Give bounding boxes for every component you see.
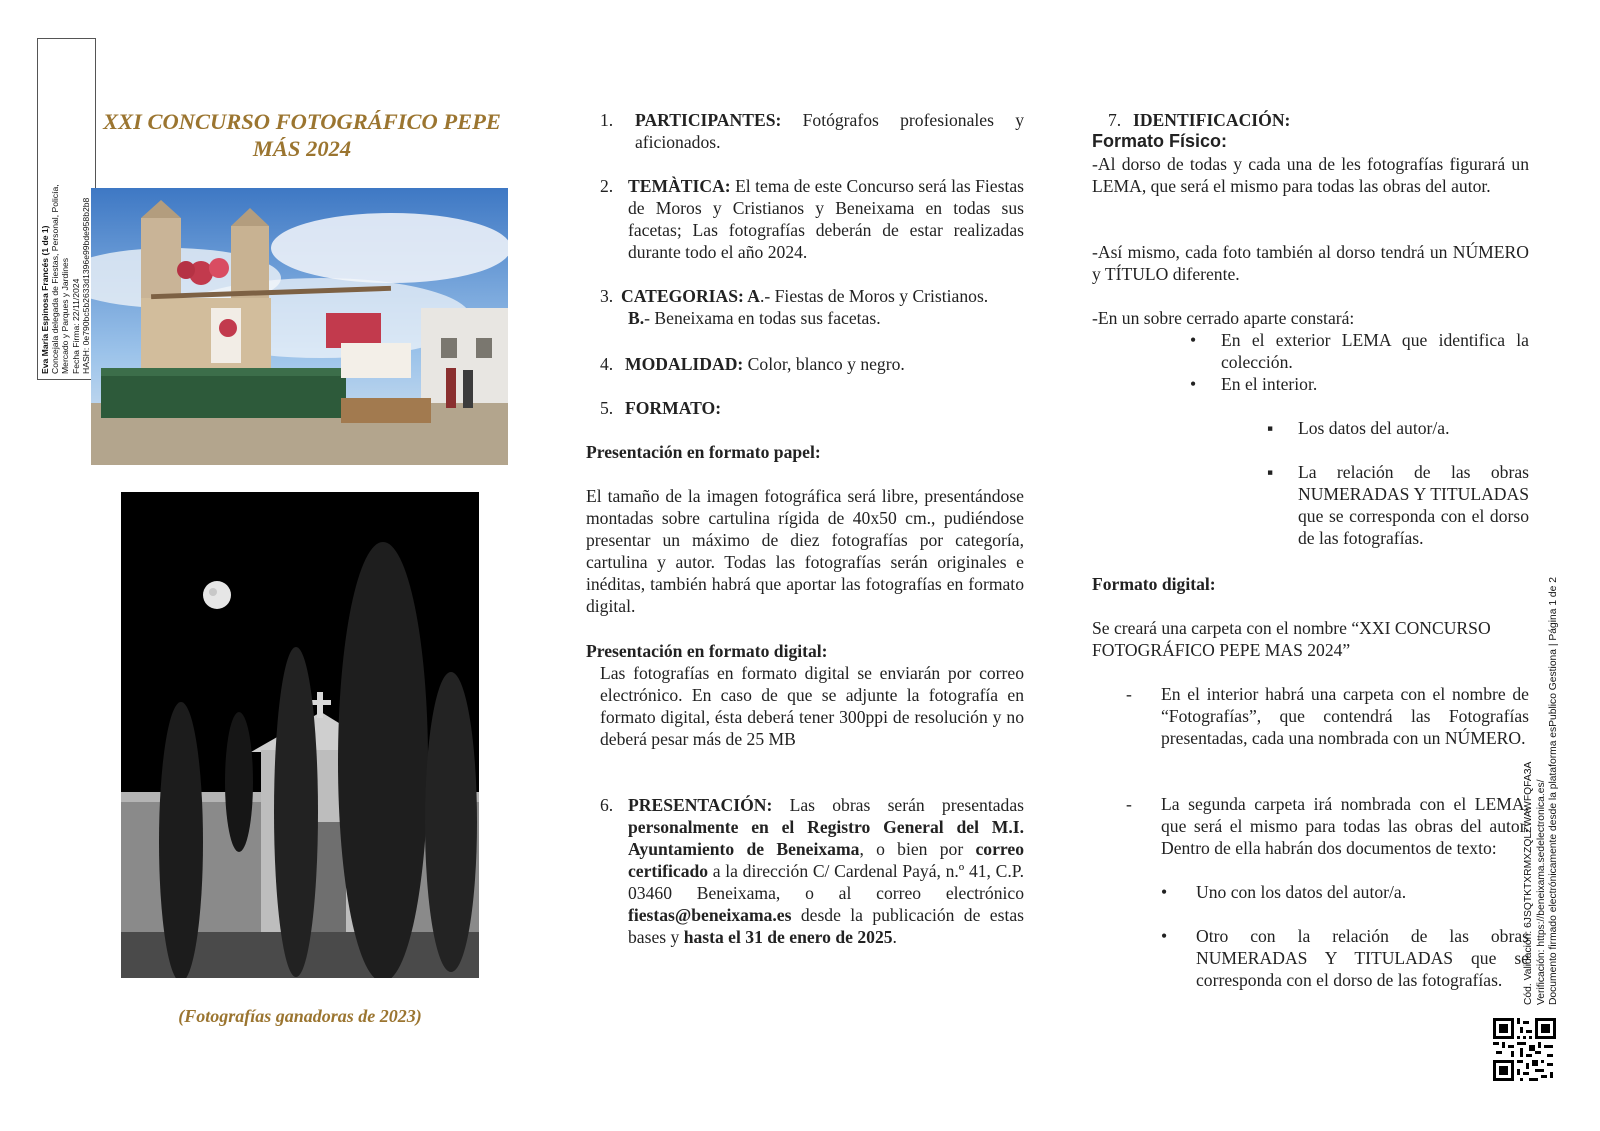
winning-photo-color bbox=[91, 188, 508, 465]
section-number: 3. bbox=[600, 286, 614, 306]
section-presentacion bbox=[600, 794, 1024, 948]
title-line-2: MÁS 2024 bbox=[252, 136, 352, 161]
signer-name: Eva María Espinosa Francés (1 de 1) bbox=[40, 225, 50, 374]
section-participantes bbox=[600, 109, 1024, 153]
signer-role: Concejala delegada de Fiestas, Personal, Policía, bbox=[50, 184, 61, 374]
section-heading: PARTICIPANTES: bbox=[635, 110, 782, 130]
list-item: En el exterior LEMA que identifica la colección. bbox=[1221, 330, 1529, 372]
bullet-icon: • bbox=[1190, 374, 1197, 394]
section-number: 4. bbox=[600, 354, 614, 374]
signature-text bbox=[37, 38, 94, 378]
physical-format-heading: Formato Físico: bbox=[1092, 131, 1228, 151]
square-bullet-icon: ▪ bbox=[1267, 418, 1274, 438]
section-heading: FORMATO: bbox=[625, 398, 722, 418]
verification-url: Verificación: https://beneixama.sedelectronica.es/ bbox=[1535, 779, 1547, 1005]
winning-photo-bw bbox=[121, 492, 479, 978]
list-item: Otro con la relación de las obras NUMERADAS Y TITULADAS que se corresponda con el dorso de las fotografías. bbox=[1196, 926, 1529, 990]
title-line-1: XXI CONCURSO FOTOGRÁFICO PEPE bbox=[103, 109, 501, 134]
square-bullet-icon: ▪ bbox=[1267, 462, 1274, 482]
section-categorias bbox=[600, 285, 1024, 329]
text-2: , o bien por bbox=[859, 839, 976, 859]
section-number: 2. bbox=[600, 176, 614, 196]
contest-title bbox=[92, 108, 512, 162]
list-item: La segunda carpeta irá nombrada con el LEMA, que será el mismo para todas las obras del autor. Dentro de ella habrán dos documentos de texto: bbox=[1161, 794, 1529, 858]
section-identificacion bbox=[1108, 109, 1528, 131]
section-text: Color, blanco y negro. bbox=[743, 354, 905, 374]
list-item: En el interior habrá una carpeta con el nombre de “Fotografías”, que contendrá las Fotografías presentadas, cada una nombrada con un NÚMERO. bbox=[1161, 684, 1529, 748]
list-item: Los datos del autor/a. bbox=[1298, 418, 1450, 438]
deadline: hasta el 31 de enero de 2025 bbox=[683, 927, 893, 947]
signature-date: Fecha Firma: 22/11/2024 bbox=[70, 278, 81, 374]
section-heading: TEMÀTICA: bbox=[628, 176, 731, 196]
list-item: La relación de las obras NUMERADAS Y TITULADAS que se corresponda con el dorso de las fotografías. bbox=[1298, 462, 1529, 548]
category-b-label: B. bbox=[628, 308, 645, 328]
qr-code bbox=[1493, 1018, 1556, 1081]
section-formato bbox=[600, 397, 1024, 419]
bold-1: personalmente en el Registro General del M.I. Ayuntamiento de Beneixama bbox=[628, 817, 1024, 859]
paper-format-heading-text: Presentación en formato papel: bbox=[586, 442, 821, 462]
physical-paragraph-2: -Así mismo, cada foto también al dorso tendrá un NÚMERO y TÍTULO diferente. bbox=[1092, 242, 1529, 284]
photo-caption: (Fotografías ganadoras de 2023) bbox=[178, 1006, 422, 1026]
paper-format-text: El tamaño de la imagen fotográfica será libre, presentándose montadas sobre cartulina rígida de 40x50 cm., pudiéndose presentar un máximo de diez fotografías por categoría, cartulina y autor. Todas las fotografías serán originales e inéditas, también habrá que aportar las fotografías en formato digital. bbox=[586, 486, 1024, 616]
digital-format-text: Las fotografías en formato digital se enviarán por correo electrónico. En caso de que se adjunte la fotografía en formato digital, ésta deberá tener 300ppi de resolución y no deberá pesar más de 25 MB bbox=[600, 663, 1024, 749]
category-b-text: - Beneixama en todas sus facetas. bbox=[644, 308, 881, 328]
section-modalidad bbox=[600, 353, 1024, 375]
list-item: Uno con los datos del autor/a. bbox=[1196, 882, 1407, 902]
dash-icon: - bbox=[1126, 794, 1132, 814]
signature-platform-note: Documento firmado electrónicamente desde la plataforma esPublico Gestiona | Página 1 de 2 bbox=[1548, 577, 1560, 1005]
digital-format-heading: Formato digital: bbox=[1092, 574, 1216, 594]
text-5: . bbox=[892, 927, 897, 947]
validation-code: Cód. Validación: 6JSQTKTXRMXZQLZWAWFQFA3A bbox=[1523, 761, 1534, 1005]
digital-format-heading bbox=[586, 640, 1026, 662]
section-text: .- Fiestas de Moros y Cristianos. bbox=[759, 286, 989, 306]
section-tematica bbox=[600, 175, 1024, 263]
dash-icon: - bbox=[1126, 684, 1132, 704]
list-item: En el interior. bbox=[1221, 374, 1318, 394]
section-text: Fotógrafos profesionales y aficionados. bbox=[635, 110, 1024, 152]
paper-format-heading bbox=[586, 441, 1026, 463]
text-1: Las obras serán presentadas bbox=[772, 795, 1024, 815]
bold-2: correo certificado bbox=[628, 839, 1024, 881]
bullet-icon: • bbox=[1161, 926, 1168, 946]
signer-role-2: Mercado y Parques y Jardines bbox=[60, 257, 71, 374]
text-3: a la dirección C/ Cardenal Payá, n.º 41, C.P. 03460 Beneixama, o al correo electrónico bbox=[628, 861, 1024, 903]
section-number: 5. bbox=[600, 398, 614, 418]
email-address: fiestas@beneixama.es bbox=[628, 905, 792, 925]
section-text: El tema de este Concurso será las Fiestas de Moros y Cristianos y Beneixama en todas sus facetas; Las fotografías deberán de estar realizadas durante todo el año 2024. bbox=[628, 176, 1024, 262]
signature-hash: HASH: 0e790bc5b2633d1396e99bde958b2b8 bbox=[80, 197, 91, 374]
bullet-icon: • bbox=[1161, 882, 1168, 902]
section-heading: IDENTIFICACIÓN: bbox=[1133, 110, 1291, 130]
digital-format-heading-text: Presentación en formato digital: bbox=[586, 641, 828, 661]
text-4: desde la publicación de estas bases y bbox=[628, 905, 1024, 947]
section-heading: PRESENTACIÓN: bbox=[628, 795, 773, 815]
section-number: 6. bbox=[600, 795, 614, 815]
section-heading: CATEGORIAS: A bbox=[621, 286, 760, 306]
section-heading: MODALIDAD: bbox=[625, 354, 744, 374]
physical-paragraph-3: -En un sobre cerrado aparte constará: bbox=[1092, 308, 1355, 328]
physical-paragraph-1: -Al dorso de todas y cada una de les fotografías figurará un LEMA, que será el mismo para todas las obras del autor. bbox=[1092, 154, 1529, 196]
section-number: 7. bbox=[1108, 110, 1122, 130]
bullet-icon: • bbox=[1190, 330, 1197, 350]
section-number: 1. bbox=[600, 110, 614, 130]
digital-format-paragraph: Se creará una carpeta con el nombre “XXI CONCURSO FOTOGRÁFICO PEPE MAS 2024” bbox=[1092, 618, 1491, 660]
